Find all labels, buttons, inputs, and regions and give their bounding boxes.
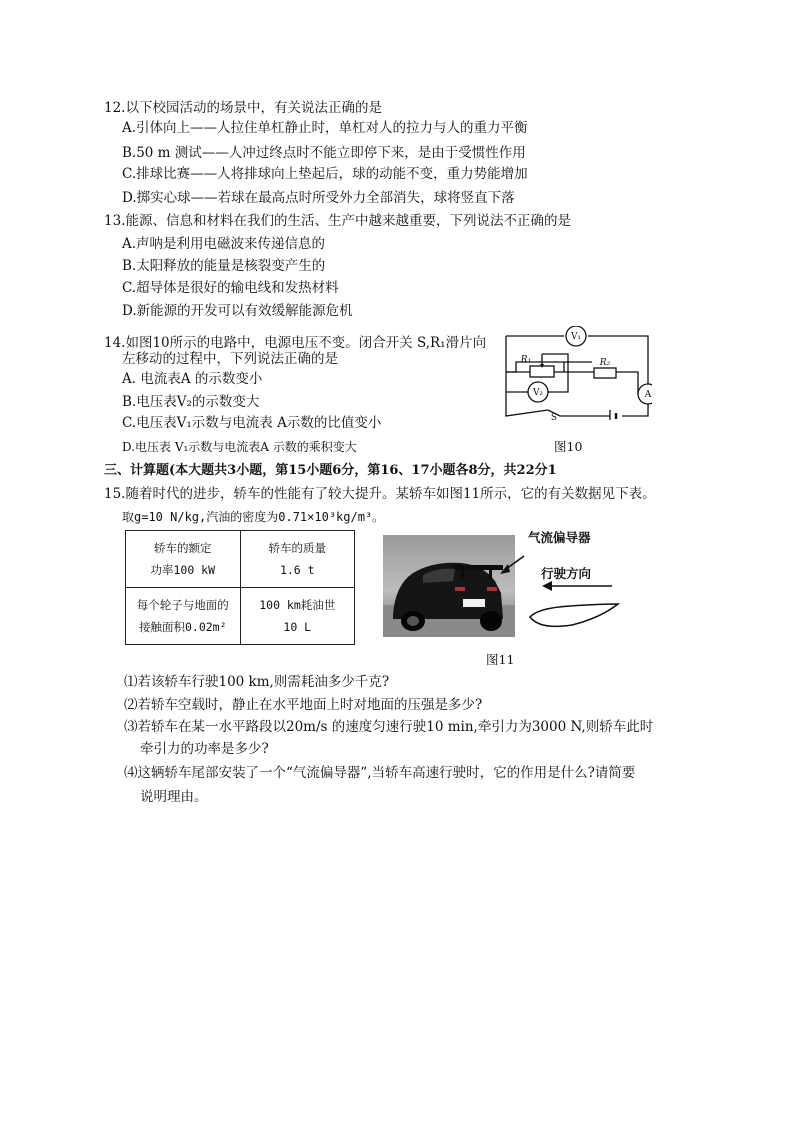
table-row	[126, 531, 355, 588]
q15-stem-line1: 15.随着时代的进步，轿车的性能有了较大提升。某轿车如图11所示，它的有关数据见下表。	[104, 486, 656, 502]
direction-label: 行驶方向	[541, 566, 592, 581]
q14-stem-line2: 左移动的过程中，下列说法正确的是	[122, 351, 338, 367]
q15-stem-line2: 取g=10 N/kg,汽油的密度为0.71×10³kg/m³。	[122, 510, 385, 524]
figure10-caption: 图10	[554, 439, 583, 454]
q12-option-a: A.引体向上——人拉住单杠静止时，单杠对人的拉力与人的重力平衡	[122, 120, 528, 136]
spoiler-profile-shape	[530, 604, 618, 626]
airflow-annotation	[500, 528, 630, 658]
q14-option-c: C.电压表V₁示数与电流表 A示数的比值变小	[122, 415, 382, 431]
r2-label: R₂	[599, 358, 611, 368]
table-row	[126, 588, 355, 645]
q15-sub-2: ⑵若轿车空载时，静止在水平地面上时对地面的压强是多少?	[124, 697, 483, 713]
v2-label: V₂	[532, 388, 544, 398]
q14-option-a: A. 电流表A 的示数变小	[122, 371, 263, 387]
q15-sub-4: ⑷这辆轿车尾部安装了一个“气流偏导器”,当轿车高速行驶时，它的作用是什么?请简要	[124, 765, 636, 781]
v1-label: V₁	[570, 332, 582, 342]
car-specs-table	[125, 530, 355, 645]
q13-option-b: B.太阳释放的能量是核裂变产生的	[122, 258, 326, 274]
spoiler-label: 气流偏导器	[528, 530, 591, 545]
ammeter-label: A	[644, 390, 652, 400]
q15-sub-3: ⑶若轿车在某一水平路段以20m/s 的速度匀速行驶10 min,牵引力为3000 N,则轿车此时	[124, 719, 654, 735]
q13-option-d: D.新能源的开发可以有效缓解能源危机	[122, 303, 353, 319]
q14-option-b: B.电压表V₂的示数变大	[122, 394, 260, 410]
q12-option-b: B.50 m 测试——人冲过终点时不能立即停下来，是由于受惯性作用	[122, 145, 526, 161]
q13-option-c: C.超导体是很好的输电线和发热材料	[122, 280, 339, 296]
q15-sub-3-cont: 牵引力的功率是多少?	[140, 741, 269, 757]
table-cell-contact-area: 每个轮子与地面的 接触面积0.02m²	[126, 588, 241, 645]
q15-sub-4-cont: 说明理由。	[140, 789, 208, 805]
q12-option-d: D.掷实心球——若球在最高点时所受外力全部消失，球将竖直下落	[122, 190, 515, 206]
figure11-caption: 图11	[486, 652, 515, 667]
table-cell-fuel: 100 km耗油世 10 L	[240, 588, 355, 645]
circuit-diagram	[502, 326, 652, 420]
q13-option-a: A.声呐是利用电磁波来传递信息的	[122, 236, 326, 252]
q12-option-c: C.排球比赛——人将排球向上垫起后，球的动能不变，重力势能增加	[122, 166, 528, 182]
pointer-arrow-icon	[500, 564, 510, 574]
q13-stem: 13.能源、信息和材料在我们的生活、生产中越来越重要，下列说法不正确的是	[104, 213, 571, 229]
switch-label: S	[550, 413, 558, 420]
q14-option-d: D.电压表 V₁示数与电流表A 示数的乘积变大	[122, 440, 357, 454]
table-cell-rated-power: 轿车的额定 功率100 kW	[126, 531, 241, 588]
q14-stem-line1: 14.如图10所示的电路中，电源电压不变。闭合开关 S,R₁滑片向	[104, 335, 487, 351]
table-cell-mass: 轿车的质量 1.6 t	[240, 531, 355, 588]
q15-sub-1: ⑴若该轿车行驶100 km,则需耗油多少千克?	[124, 674, 390, 690]
section3-heading: 三、计算题(本大题共3小题，第15小题6分，第16、17小题各8分，共22分1	[104, 463, 557, 478]
q12-stem: 12.以下校园活动的场景中，有关说法正确的是	[104, 100, 382, 116]
car-photo	[383, 535, 515, 637]
r1-label: R₁	[520, 355, 532, 365]
